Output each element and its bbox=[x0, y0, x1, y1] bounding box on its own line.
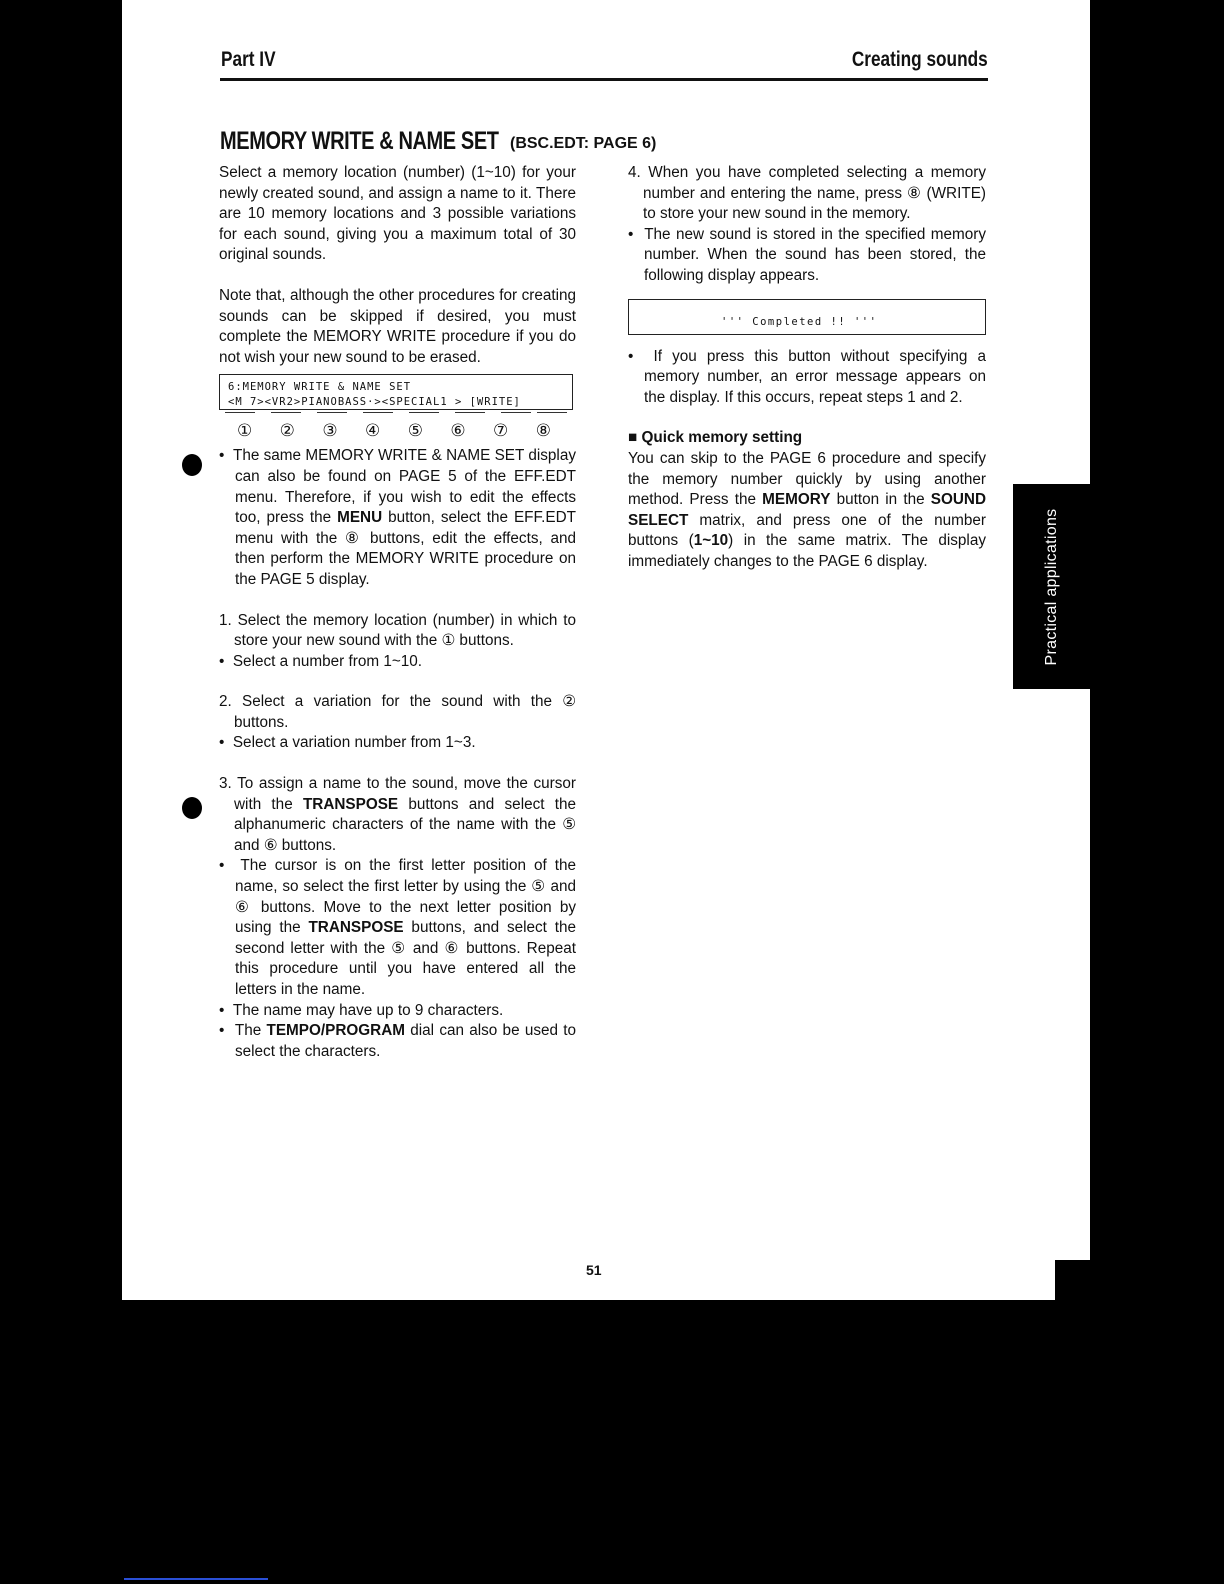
header-rule bbox=[220, 78, 988, 81]
bullet-same-display: • The same MEMORY WRITE & NAME SET display can also be found on PAGE 5 of the EFF.EDT menu. Therefore, if you wish to edit the effects too, press the MENU button, select the EFF.EDT menu with the ⑧ buttons, edit the effects, and then perform the MEMORY WRITE procedure on the PAGE 5 display. bbox=[219, 447, 577, 588]
step-2: 2. Select a variation for the sound with the ② buttons. bbox=[219, 693, 576, 731]
button-3-label: ③ bbox=[322, 421, 338, 441]
button-7-label: ⑦ bbox=[493, 421, 509, 441]
note-paragraph: Note that, although the other procedures for creating sounds can be skipped if desired, you must complete the MEMORY WRITE procedure if you do not wish your new sound to be erased. bbox=[219, 286, 576, 366]
button-8-label: ⑧ bbox=[535, 421, 551, 441]
lcd-display bbox=[219, 374, 573, 410]
lcd-line-1: 6:MEMORY WRITE & NAME SET bbox=[228, 381, 412, 394]
step-4: 4. When you have completed selecting a memory number and entering the name, press ⑧ (WRITE) to store your new sound in the memory. bbox=[628, 164, 986, 223]
part-label: Part IV bbox=[221, 48, 276, 71]
step-4-bullet-2: • If you press this button without specifying a memory number, an error message appears on the display. If this occurs, repeat steps 1 and 2. bbox=[628, 347, 987, 406]
completed-display bbox=[628, 299, 986, 335]
step-3-bullet-1: • The cursor is on the first letter position of the name, so select the first letter by using the ⑤ and ⑥ buttons. Move to the next letter position by using the TRANSPOSE buttons, and select the second letter with the ⑤ and ⑥ buttons. Repeat this procedure until you have entered all the letters in the name. bbox=[219, 857, 576, 998]
lcd-line-2: <M 7><VR2>PIANOBASS·><SPECIAL1 > [WRITE] bbox=[228, 396, 521, 409]
right-column bbox=[628, 163, 986, 573]
page-title bbox=[220, 127, 657, 156]
page-number: 51 bbox=[586, 1262, 602, 1278]
step-3-bullet-3: • The TEMPO/PROGRAM dial can also be used to select the characters. bbox=[219, 1022, 577, 1060]
title-main: MEMORY WRITE & NAME SET bbox=[220, 127, 499, 155]
section-label: Creating sounds bbox=[852, 48, 988, 71]
left-column bbox=[219, 163, 576, 1062]
binder-hole bbox=[182, 797, 202, 819]
button-5-label: ⑤ bbox=[407, 421, 423, 441]
step-1: 1. Select the memory location (number) in which to store your new sound with the ① buttons. bbox=[219, 611, 576, 650]
scan-border-left bbox=[0, 0, 122, 1584]
step-3-bullet-2: • The name may have up to 9 characters. bbox=[219, 1001, 504, 1019]
scan-border-corner bbox=[1052, 1260, 1090, 1300]
completed-text: ''' Completed !! ''' bbox=[721, 315, 878, 328]
binder-hole bbox=[182, 454, 202, 476]
side-tab bbox=[1013, 484, 1090, 689]
intro-paragraph: Select a memory location (number) (1~10) for your newly created sound, and assign a name to it. There are 10 memory locations and 3 possible variations for each sound, giving you a maximum total of 30 original sounds. bbox=[219, 164, 576, 264]
lcd-button-numbers bbox=[237, 420, 551, 442]
scan-border-bottom bbox=[122, 1300, 1090, 1584]
bottom-link-underline bbox=[124, 1578, 268, 1580]
step-4-bullet-1: • The new sound is stored in the specified memory number. When the sound has been stored, the following display appears. bbox=[628, 225, 986, 284]
button-1-label: ① bbox=[237, 421, 253, 441]
scan-border-right bbox=[1090, 0, 1224, 1584]
step-2-bullet: • Select a variation number from 1~3. bbox=[219, 734, 476, 752]
quick-paragraph: You can skip to the PAGE 6 procedure and specify the memory number quickly by using another method. Press the MEMORY button in the SOUND SELECT matrix, and press one of the number buttons (1~10) in the same matrix. The display immediately changes to the PAGE 6 display. bbox=[628, 449, 986, 570]
button-6-label: ⑥ bbox=[450, 421, 466, 441]
button-4-label: ④ bbox=[365, 421, 381, 441]
step-3: 3. To assign a name to the sound, move the cursor with the TRANSPOSE buttons and select the alphanumeric characters of the name with the ⑤ and ⑥ buttons. bbox=[219, 775, 576, 854]
side-tab-label: Practical applications bbox=[1042, 508, 1060, 665]
quick-heading: ■ Quick memory setting bbox=[628, 429, 803, 447]
step-1-bullet: • Select a number from 1~10. bbox=[219, 652, 423, 670]
lcd-button-ticks bbox=[219, 412, 571, 420]
button-2-label: ② bbox=[279, 421, 295, 441]
title-sub: (BSC.EDT: PAGE 6) bbox=[510, 135, 657, 152]
